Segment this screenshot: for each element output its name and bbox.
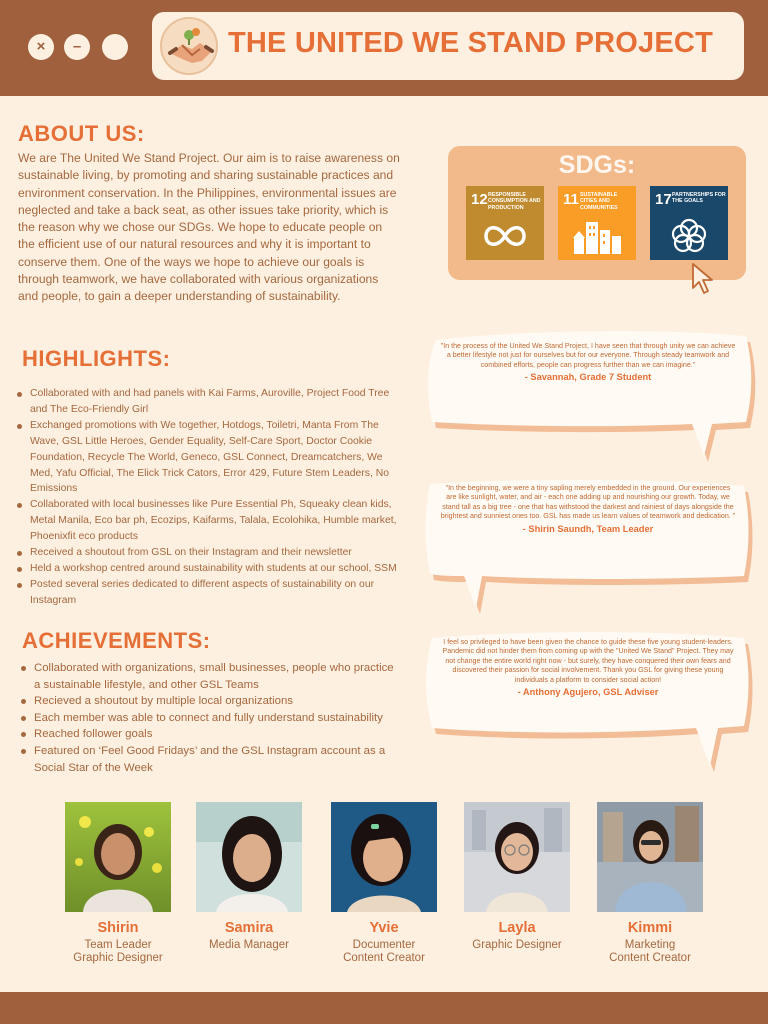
testimonial-author: - Shirin Saundh, Team Leader	[522, 523, 654, 534]
member-photo	[331, 802, 437, 912]
sdg-tile-12	[466, 186, 544, 260]
about-heading: ABOUT US:	[18, 121, 145, 146]
sdg-heading: SDGs:	[558, 151, 636, 179]
list-item: Reached follower goals	[18, 726, 400, 743]
member-role: Marketing Content Creator	[609, 939, 691, 965]
list-item: Collaborated with organizations, small businesses, people who practice a sustainable lifestyle, and other GSL Teams	[18, 660, 400, 693]
sdg-tile-11	[558, 186, 636, 260]
list-item: Each member was able to connect and fully understand sustainability	[18, 710, 400, 727]
member-name: Yvie	[369, 920, 399, 936]
member-name: Kimmi	[627, 920, 673, 936]
list-item: Recieved a shoutout by multiple local organizations	[18, 693, 400, 710]
partnership-rings-icon	[664, 216, 714, 256]
close-icon[interactable]: ×	[28, 34, 54, 60]
sdg-tile-17	[650, 186, 728, 260]
member-role: Documenter Content Creator	[343, 939, 425, 965]
member-photo	[196, 802, 302, 912]
sdg-number: 12	[471, 191, 488, 208]
achievements-heading: ACHIEVEMENTS:	[22, 628, 211, 653]
list-item: Collaborated with and had panels with Kai Farms, Auroville, Project Food Tree and The Eco-Friendly Girl	[14, 386, 400, 418]
list-item: Featured on ‘Feel Good Fridays’ and the GSL Instagram account as a Social Star of the Week	[18, 743, 400, 776]
list-item: Collaborated with local businesses like Pure Essential Ph, Squeaky clean kids, Metal Manila, Eco bar ph, Ecozips, Kaifarms, Talala, Ecolohika, Humble market, Phoenixfit eco products	[14, 497, 400, 545]
member-name: Layla	[498, 920, 536, 936]
testimonial-bubble	[420, 628, 754, 768]
page-title: THE UNITED WE STAND PROJECT	[228, 27, 713, 59]
member-photo	[65, 802, 171, 912]
testimonial-author: - Anthony Agujero, GSL Adviser	[517, 687, 659, 698]
member-photo	[464, 802, 570, 912]
sdg-number: 17	[655, 191, 672, 208]
list-item: Held a workshop centred around sustainability with students at our school, SSM	[14, 561, 400, 577]
team-member	[324, 802, 444, 966]
team-member	[58, 802, 178, 966]
team-member	[590, 802, 710, 966]
header-bar	[0, 0, 768, 96]
member-photo	[597, 802, 703, 912]
sdg-panel	[448, 146, 746, 280]
highlights-list	[14, 386, 400, 609]
list-item: Received a shoutout from GSL on their Instagram and their newsletter	[14, 545, 400, 561]
member-name: Samira	[224, 920, 274, 936]
achievements-list	[18, 660, 400, 776]
list-item: Exchanged promotions with We together, Hotdogs, Toiletri, Manta From The Wave, GSL Little Heroes, Gender Equality, Self-Care Sport, Doctor Cookie Foundation, Recycle The World, Geneco, GSL Connect, Dreamcatchers, We Med, Yafu Official, The Elick Trick Cators, Error 429, Future Stem Leaders, No Emissions	[14, 418, 400, 498]
infinity-icon	[480, 216, 530, 256]
highlights-heading: HIGHLIGHTS:	[22, 346, 171, 371]
footer-bar	[0, 992, 768, 1024]
member-role: Media Manager	[209, 939, 289, 951]
minimize-icon[interactable]: –	[64, 34, 90, 60]
testimonial-quote: I feel so privileged to have been given the chance to guide these five young student-leaders. Pandemic did not hinder them from coming up with the "United We Stand" Project. They may not change the entire world right now - but surely, they have conquered their own fears and discovered their passion for social involvement. Thank you GSL for giving these young individuals a platform to consider social action!	[442, 638, 734, 684]
testimonial-bubble	[420, 476, 754, 612]
maximize-icon[interactable]	[102, 34, 128, 60]
handshake-icon	[160, 17, 218, 75]
testimonial-quote: "In the beginning, we were a tiny sapling merely embedded in the ground. Our experiences are like sunlight, water, and air - each one adding up and nourishing our growth. Today, we stand tall as a big tree - one that has withstood the darkest and rainiest of days alongside the brightest and sunniest ones too. GSL has made us learn values of teamwork and dedication. "	[440, 484, 736, 521]
about-text: We are The United We Stand Project. Our aim is to raise awareness on sustainable living, by promoting and sharing sustainable practices and environment conservation. In the Philippines, environmental issues are neglected and take a back seat, as other issues take priority, which is the reason why we chose our SDGs. We hope to educate people on the efficient use of our natural resources and why it is important to conserve them. One of the ways we hope to achieve our goals is through teamwork, we have collaborated with various organizations and people, to gain a deeper understanding of sustainability.	[18, 151, 400, 304]
testimonial-quote: "In the process of the United We Stand Project, I have seen that through unity we can achieve a better lifestyle not just for ourselves but for our everyone. Through steady teamwork and combined efforts, people can progress further than we can imagine."	[440, 342, 736, 369]
sdg-label: SUSTAINABLE CITIES AND COMMUNITIES	[580, 192, 618, 211]
city-icon	[572, 216, 622, 256]
member-role: Graphic Designer	[472, 939, 562, 951]
team-member	[189, 802, 309, 952]
testimonial-bubble	[420, 328, 754, 458]
title-box	[152, 12, 744, 80]
cursor-icon	[690, 262, 716, 296]
member-role: Team Leader Graphic Designer	[73, 939, 163, 965]
list-item: Posted several series dedicated to different aspects of sustainability on our Instagram	[14, 577, 400, 609]
sdg-label: RESPONSIBLE CONSUMPTION AND PRODUCTION	[488, 192, 541, 211]
testimonial-author: - Savannah, Grade 7 Student	[524, 372, 652, 383]
sdg-number: 11	[563, 191, 579, 208]
member-name: Shirin	[97, 920, 139, 936]
sdg-label: PARTNERSHIPS FOR THE GOALS	[672, 192, 726, 205]
team-member	[457, 802, 577, 952]
